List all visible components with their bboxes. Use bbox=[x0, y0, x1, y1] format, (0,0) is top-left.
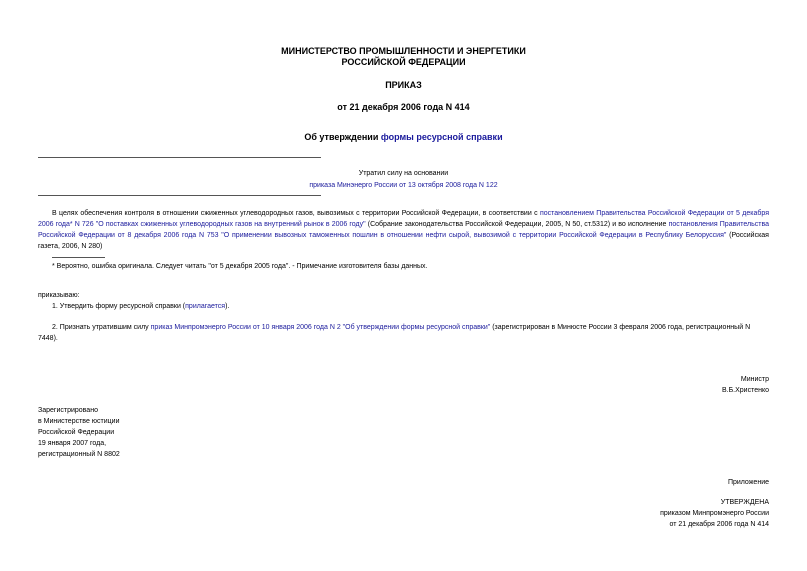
repeal-status-line1: Утратил силу на основании bbox=[358, 170, 449, 177]
appendix-link[interactable]: прилагается bbox=[185, 303, 226, 310]
preamble-text-2: (Собрание законодательства Российской Федерации, 2005, N 50, ст.5312) и во исполнение bbox=[365, 221, 669, 228]
appendix-label: Приложение bbox=[727, 479, 769, 486]
appendix-approval-date: от 21 декабря 2006 года N 414 bbox=[669, 521, 769, 528]
document-title-link[interactable]: формы ресурсной справки bbox=[380, 132, 503, 142]
preamble-paragraph bbox=[38, 208, 769, 252]
document-date-number: от 21 декабря 2006 года N 414 bbox=[337, 102, 470, 112]
order-item-1-end: ). bbox=[225, 303, 230, 310]
order-item-1-text: 1. Утвердить форму ресурсной справки ( bbox=[52, 303, 186, 310]
order-item-2 bbox=[38, 322, 769, 344]
document-title bbox=[0, 132, 807, 143]
document-type: ПРИКАЗ bbox=[385, 80, 422, 90]
registration-line3: Российской Федерации bbox=[38, 429, 115, 436]
top-divider bbox=[38, 157, 321, 158]
document-title-text: Об утверждении bbox=[304, 132, 381, 142]
government-decree-726-link[interactable]: постановлением Правительства Российской Федерации от 5 декабря 2006 года* N 726 "О поставках сжиженных углеводородных газов на внутренний рынок в 2006 году" bbox=[38, 210, 769, 228]
repeal-status-link[interactable]: приказа Минэнерго России от 13 октября 2008 года N 122 bbox=[309, 182, 498, 189]
ministry-name-line2: РОССИЙСКОЙ ФЕДЕРАЦИИ bbox=[341, 57, 466, 67]
preamble-text-1: В целях обеспечения контроля в отношении сжиженных углеводородных газов, вывозимых с территории Российской Федерации, в соответствии с bbox=[52, 210, 540, 217]
registration-line2: в Министерстве юстиции bbox=[38, 418, 120, 425]
registration-line1: Зарегистрировано bbox=[38, 407, 98, 414]
preamble-text-3: (Российская газета, 2006, N 280) bbox=[38, 232, 769, 250]
registration-line4: 19 января 2007 года, bbox=[38, 440, 107, 447]
order-intro: приказываю: bbox=[38, 292, 80, 299]
footnote-text: * Вероятно, ошибка оригинала. Следует читать "от 5 декабря 2005 года". - Примечание изготовителя базы данных. bbox=[52, 263, 428, 270]
order-item-2-text: 2. Признать утратившим силу bbox=[52, 324, 151, 331]
appendix-approved-by: приказом Минпромэнерго России bbox=[660, 510, 769, 517]
signatory-name: В.Б.Христенко bbox=[721, 387, 769, 394]
footnote-divider bbox=[52, 257, 105, 258]
ministry-name-line1: МИНИСТЕРСТВО ПРОМЫШЛЕННОСТИ И ЭНЕРГЕТИКИ bbox=[281, 46, 526, 56]
appendix-approved: УТВЕРЖДЕНА bbox=[720, 499, 769, 506]
government-decree-753-link[interactable]: постановления Правительства Российской Федерации от 8 декабря 2006 года N 753 "О применении вывозных таможенных пошлин в отношении нефти сырой, вывозимой с территории Российской Федерации в Республику Белоруссия" bbox=[38, 221, 769, 239]
status-divider bbox=[38, 195, 321, 196]
registration-line5: регистрационный N 8802 bbox=[38, 451, 120, 458]
signatory-position: Министр bbox=[740, 376, 769, 383]
repealed-order-link[interactable]: приказ Минпромэнерго России от 10 января 2006 года N 2 "Об утверждении формы ресурсной справки" bbox=[150, 324, 491, 331]
order-item-2-end: (зарегистрирован в Минюсте России 3 февраля 2006 года, регистрационный N 7448). bbox=[38, 324, 751, 342]
order-item-1 bbox=[52, 301, 767, 312]
